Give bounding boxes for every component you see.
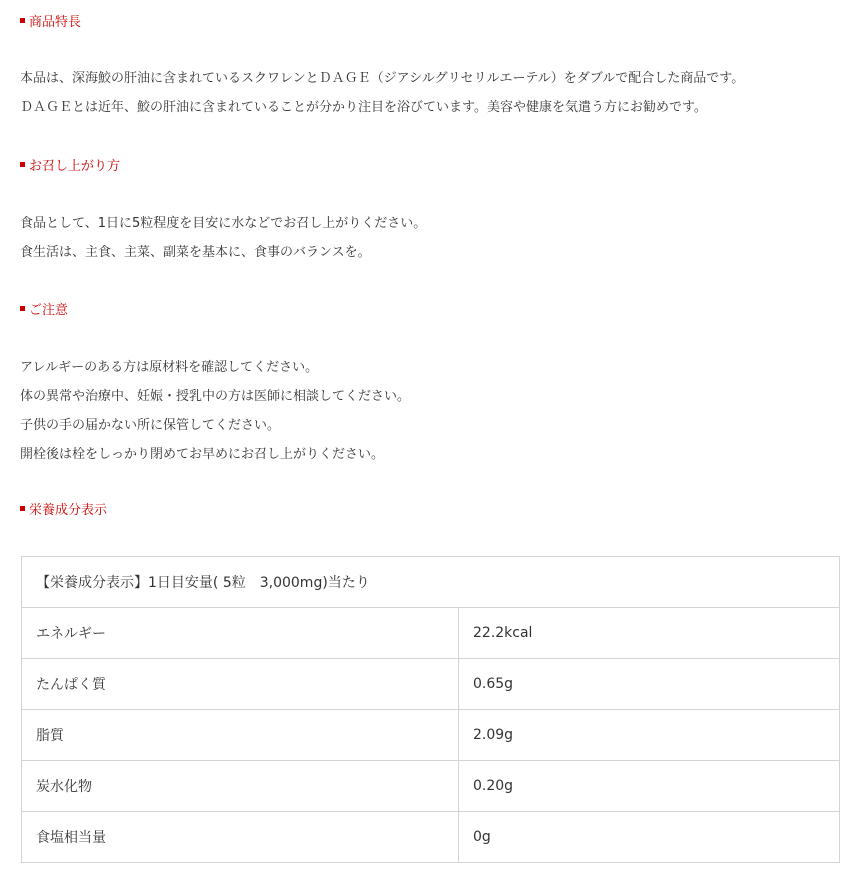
usage-paragraph bbox=[20, 209, 426, 267]
table-row bbox=[22, 761, 840, 812]
text-line: 体の異常や治療中、妊娠・授乳中の方は医師に相談してください。 bbox=[20, 389, 411, 404]
nutrient-name: エネルギー bbox=[22, 608, 459, 659]
text-line: 食生活は、主食、主菜、副菜を基本に、食事のバランスを。 bbox=[20, 245, 371, 260]
text-line: アレルギーのある方は原材料を確認してください。 bbox=[20, 360, 319, 375]
nutrient-value: 0.20g bbox=[459, 761, 840, 812]
nutrient-name: 食塩相当量 bbox=[22, 812, 459, 863]
nutrient-name: たんぱく質 bbox=[22, 659, 459, 710]
nutrient-value: 0g bbox=[459, 812, 840, 863]
section-heading-usage bbox=[20, 159, 120, 175]
table-header-row bbox=[22, 557, 840, 608]
square-bullet-icon bbox=[20, 18, 25, 23]
nutrient-value: 22.2kcal bbox=[459, 608, 840, 659]
text-line: 本品は、深海鮫の肝油に含まれているスクワレンとＤＡＧＥ（ジアシルグリセリルエーテル）をダブルで配合した商品です。 bbox=[20, 71, 745, 86]
heading-label: 栄養成分表示 bbox=[29, 503, 108, 518]
caution-paragraph bbox=[20, 353, 410, 469]
section-heading-caution bbox=[20, 303, 68, 319]
features-paragraph bbox=[20, 64, 744, 122]
text-line: 開栓後は栓をしっかり閉めてお早めにお召し上がりください。 bbox=[20, 447, 385, 462]
nutrition-table bbox=[21, 556, 840, 863]
section-heading-nutrition bbox=[20, 503, 107, 519]
text-line: 食品として、1日に5粒程度を目安に水などでお召し上がりください。 bbox=[20, 216, 427, 231]
table-row bbox=[22, 608, 840, 659]
text-line: ＤＡＧＥとは近年、鮫の肝油に含まれていることが分かり注目を浴びています。美容や健康を気遣う方にお勧めです。 bbox=[20, 100, 707, 115]
table-header-cell: 【栄養成分表示】1日目安量( 5粒 3,000mg)当たり bbox=[22, 557, 840, 608]
nutrient-value: 0.65g bbox=[459, 659, 840, 710]
text-line: 子供の手の届かない所に保管してください。 bbox=[20, 418, 281, 433]
square-bullet-icon bbox=[20, 162, 25, 167]
table-row bbox=[22, 659, 840, 710]
table-row bbox=[22, 710, 840, 761]
table-row bbox=[22, 812, 840, 863]
nutrient-name: 炭水化物 bbox=[22, 761, 459, 812]
heading-label: ご注意 bbox=[29, 303, 69, 318]
heading-label: 商品特長 bbox=[29, 15, 82, 30]
heading-label: お召し上がり方 bbox=[29, 159, 121, 174]
nutrient-name: 脂質 bbox=[22, 710, 459, 761]
square-bullet-icon bbox=[20, 506, 25, 511]
section-heading-features bbox=[20, 15, 81, 31]
nutrient-value: 2.09g bbox=[459, 710, 840, 761]
square-bullet-icon bbox=[20, 306, 25, 311]
